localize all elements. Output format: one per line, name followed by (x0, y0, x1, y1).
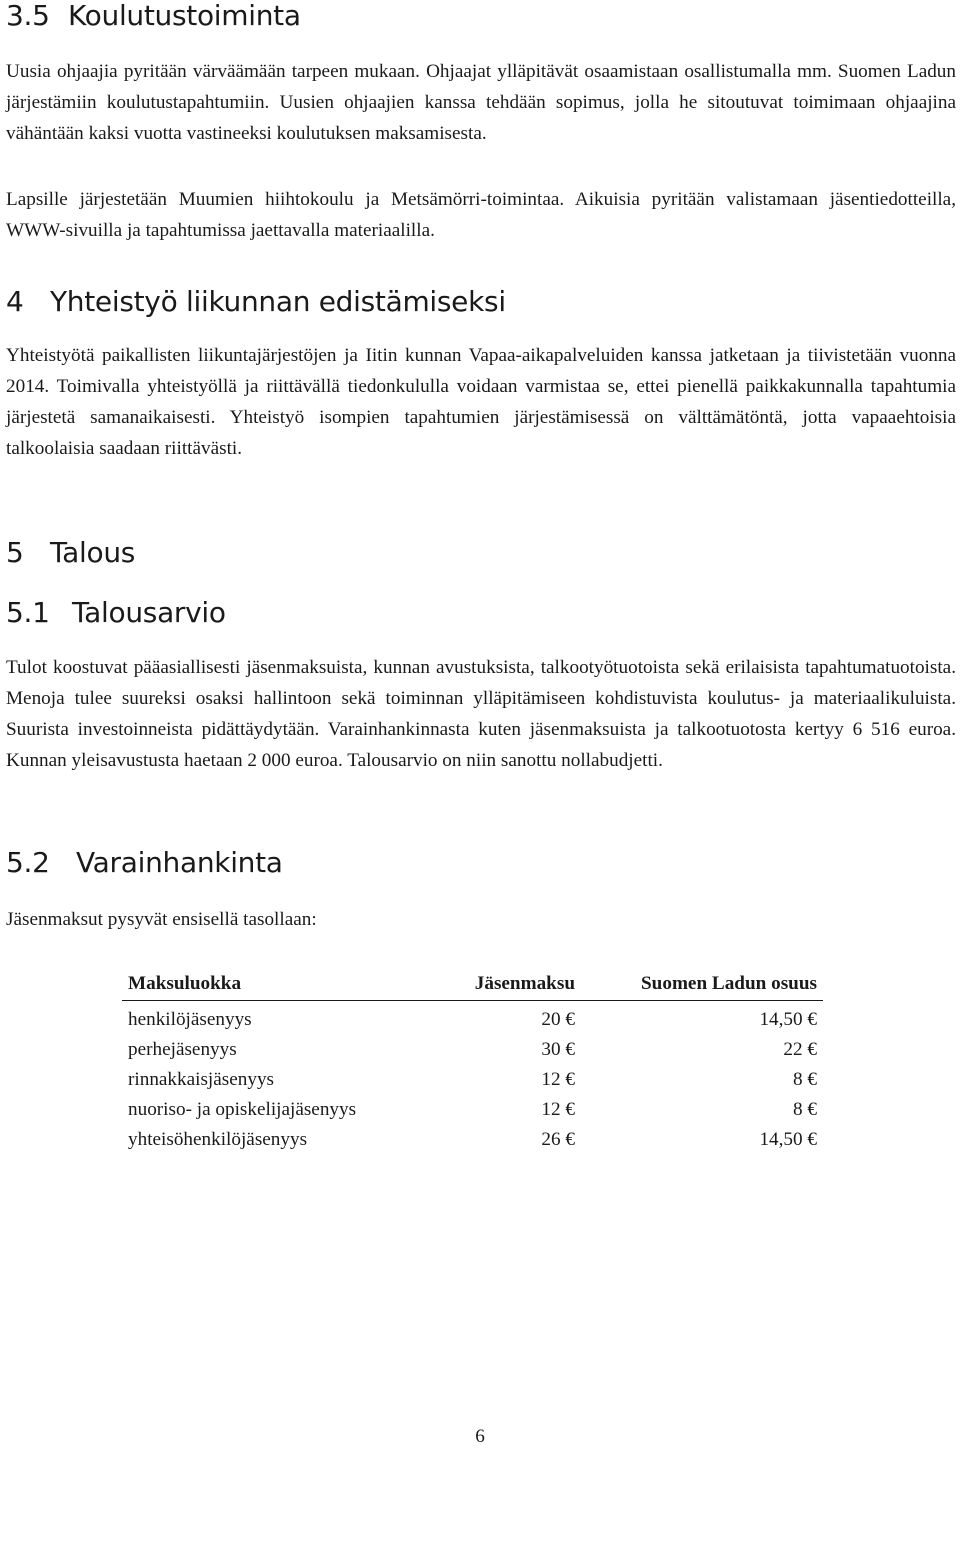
section-number: 5.1 (6, 596, 50, 629)
table-cell: nuoriso- ja opiskelijajäsenyys (128, 1099, 357, 1120)
table-cell: yhteisöhenkilöjäsenyys (128, 1129, 308, 1150)
table-cell: 12 € (541, 1069, 575, 1090)
paragraph: Jäsenmaksut pysyvät ensisellä tasollaan: (6, 909, 317, 930)
table-row (122, 1001, 823, 1036)
table-row (122, 1095, 823, 1125)
column-header-share: Suomen Ladun osuus (581, 968, 823, 1001)
table-cell: 14,50 € (759, 1129, 817, 1150)
section-heading-5-1 (6, 597, 226, 629)
paragraph: Tulot koostuvat pääasiallisesti jäsenmaksuista, kunnan avustuksista, talkootyötuotoista sekä erilaisista tapahtumatuotoista. Menoja tulee suureksi osaksi hallintoon sekä toiminnan ylläpitämiseen kohdistuvista koulutus- ja materiaalikuluista. Suurista investoinneista pidättäydytään. Varainhankinnasta kuten jäsenmaksuista ja talkootuotosta kertyy 6 516 euroa. Kunnan yleisavustusta haetaan 2 000 euroa. Talousarvio on niin sanottu nollabudjetti. (6, 657, 956, 771)
section-title: Talous (50, 536, 136, 569)
table-cell: perhejäsenyys (128, 1039, 237, 1060)
table-cell: 14,50 € (759, 1009, 817, 1030)
page-number: 6 (475, 1426, 485, 1447)
table-cell: 26 € (541, 1129, 575, 1150)
section-number: 5 (6, 536, 24, 569)
section-heading-3-5 (6, 0, 301, 32)
section-number: 4 (6, 285, 24, 318)
table-cell: 12 € (541, 1099, 575, 1120)
table-cell: 30 € (541, 1039, 575, 1060)
table-row (122, 1065, 823, 1095)
section-heading-5-2 (6, 847, 283, 879)
paragraph: Yhteistyötä paikallisten liikuntajärjestöjen ja Iitin kunnan Vapaa-aikapalveluiden kanssa jatketaan ja tiivistetään vuonna 2014. Toimivalla yhteistyöllä ja riittävällä tiedonkululla voidaan varmistaa se, ettei pienellä paikkakunnalla tapahtumia järjestetä samanaikaisesti. Yhteistyö isompien tapahtumien järjestämisessä on välttämätöntä, jotta vapaaehtoisia talkoolaisia saadaan riittävästi. (6, 345, 956, 459)
table-header-row (122, 968, 823, 1001)
section-title: Yhteistyö liikunnan edistämiseksi (50, 285, 506, 318)
table-row (122, 1035, 823, 1065)
section-heading-4 (6, 286, 506, 318)
table-cell: 22 € (783, 1039, 817, 1060)
paragraph: Lapsille järjestetään Muumien hiihtokoulu ja Metsämörri-toimintaa. Aikuisia pyritään valistamaan jäsentiedotteilla, WWW-sivuilla ja tapahtumissa jaettavalla materiaalilla. (6, 189, 956, 241)
section-title: Koulutustoiminta (68, 0, 301, 32)
table-cell: 8 € (793, 1069, 817, 1090)
table-cell: rinnakkaisjäsenyys (128, 1069, 275, 1090)
membership-fee-table (122, 968, 823, 1155)
section-title: Varainhankinta (76, 846, 283, 879)
table-cell: 8 € (793, 1099, 817, 1120)
table-cell: henkilöjäsenyys (128, 1009, 252, 1030)
column-header-category: Maksuluokka (122, 968, 434, 1001)
table-cell: 20 € (541, 1009, 575, 1030)
paragraph: Uusia ohjaajia pyritään värväämään tarpeen mukaan. Ohjaajat ylläpitävät osaamistaan osallistumalla mm. Suomen Ladun järjestämiin koulutustapahtumiin. Uusien ohjaajien kanssa tehdään sopimus, jolla he sitoutuvat toimimaan ohjaajina vähäntään kaksi vuotta vastineeksi koulutuksen maksamisesta. (6, 61, 956, 144)
section-heading-5 (6, 537, 135, 569)
column-header-fee: Jäsenmaksu (434, 968, 581, 1001)
table-row (122, 1125, 823, 1155)
section-number: 3.5 (6, 0, 50, 32)
section-number: 5.2 (6, 846, 50, 879)
section-title: Talousarvio (72, 596, 226, 629)
